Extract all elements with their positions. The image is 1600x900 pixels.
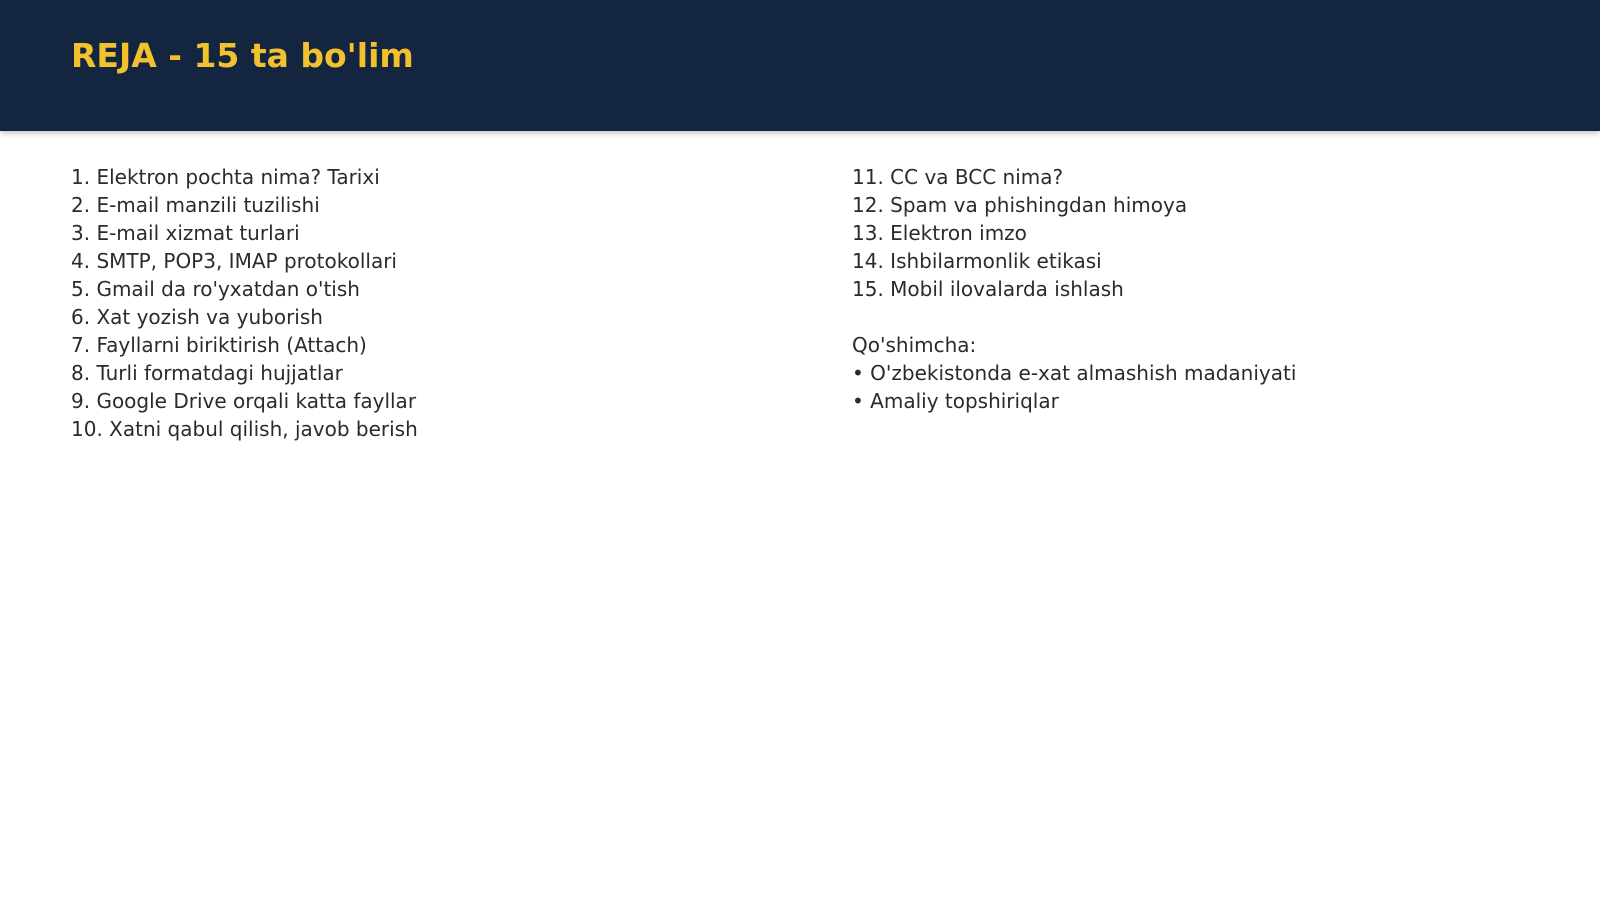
agenda-item-12: 12. Spam va phishingdan himoya — [852, 193, 1188, 217]
agenda-item-1: 1. Elektron pochta nima? Tarixi — [71, 165, 380, 189]
agenda-item-15: 15. Mobil ilovalarda ishlash — [852, 277, 1124, 301]
agenda-item-9: 9. Google Drive orqali katta fayllar — [71, 389, 417, 413]
agenda-item-10: 10. Xatni qabul qilish, javob berish — [71, 417, 418, 441]
agenda-item-13: 13. Elektron imzo — [852, 221, 1027, 245]
section-spacer — [852, 303, 1552, 331]
agenda-item-8: 8. Turli formatdagi hujjatlar — [71, 361, 343, 385]
agenda-item-5: 5. Gmail da ro'yxatdan o'tish — [71, 277, 360, 301]
agenda-item-14: 14. Ishbilarmonlik etikasi — [852, 249, 1102, 273]
slide-title: REJA - 15 ta bo'lim — [71, 36, 414, 75]
agenda-item-7: 7. Fayllarni biriktirish (Attach) — [71, 333, 367, 357]
agenda-item-2: 2. E-mail manzili tuzilishi — [71, 193, 320, 217]
agenda-list-right — [852, 163, 1552, 415]
extra-item-2: • Amaliy topshiriqlar — [852, 389, 1059, 413]
extra-heading: Qo'shimcha: — [852, 333, 977, 357]
extra-item-1: • O'zbekistonda e-xat almashish madaniyati — [852, 361, 1297, 385]
agenda-item-3: 3. E-mail xizmat turlari — [71, 221, 300, 245]
agenda-item-4: 4. SMTP, POP3, IMAP protokollari — [71, 249, 397, 273]
agenda-list-left — [71, 163, 771, 443]
slide-header — [0, 0, 1600, 131]
agenda-item-11: 11. CC va BCC nima? — [852, 165, 1064, 189]
agenda-item-6: 6. Xat yozish va yuborish — [71, 305, 323, 329]
